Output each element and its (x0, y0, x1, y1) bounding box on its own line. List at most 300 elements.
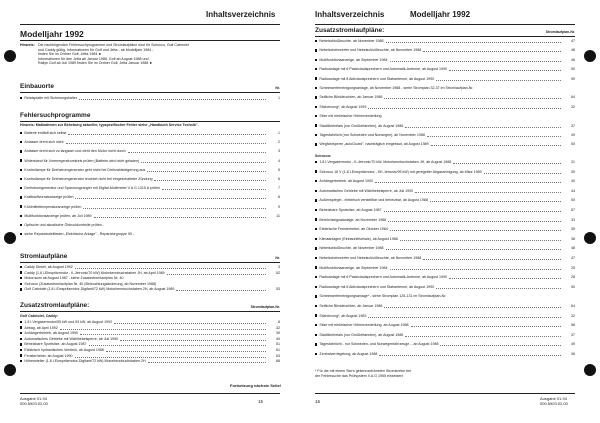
dot-leader (68, 134, 266, 135)
scirocco-subhead: Scirocco: (315, 154, 332, 158)
list-item (315, 179, 373, 184)
item-number: 50 (571, 198, 575, 203)
item-number: 37 (571, 332, 575, 337)
bullet-icon (20, 349, 22, 351)
section-fehlersuch: Fehlersuchprogramme (20, 112, 91, 119)
continuation-note: Fortsetzung nächste Seite! (230, 383, 282, 388)
item-label: Außenspiegel - elektrisch verstellbar und beheizbar, ab August 1988 (319, 198, 428, 203)
bullet-icon (315, 276, 317, 278)
page-number: 15 (258, 399, 264, 404)
dot-leader (484, 173, 561, 174)
header-rule (20, 24, 280, 25)
item-label: Sitzheizung*, ab August 1983 (319, 313, 367, 318)
list-item (315, 39, 384, 44)
bullet-icon (315, 257, 317, 259)
dot-leader (405, 336, 561, 337)
item-label: Sitze mit elektrischer Höhenverstellung (319, 114, 382, 119)
list-item (315, 342, 438, 347)
dot-leader (411, 326, 561, 327)
list-item (315, 124, 403, 129)
item-number: 39 (571, 169, 575, 174)
bullet-icon (315, 247, 317, 249)
section-rule (315, 36, 575, 37)
list-item (20, 359, 146, 364)
item-label: Automatisches Getriebe mit Wählhebelsperre, ab Juli 1990 (319, 188, 414, 193)
item-label: Kraftstoffvorratsanzeige prüfen (24, 195, 74, 200)
bullet-icon (20, 159, 22, 161)
item-number: 49 (571, 133, 575, 137)
list-item (315, 198, 428, 203)
dot-leader (384, 211, 561, 212)
dot-leader (141, 162, 266, 163)
bullet-icon (315, 209, 317, 211)
dot-leader (80, 334, 266, 335)
item-number: 64 (571, 304, 575, 308)
item-number: 33 (571, 217, 575, 222)
item-label: Scheinwerferreinigungsanlage* - siehe Stromplan 125-131 im Stromlaufplan-Nr. (319, 294, 447, 299)
item-label: Scirocco 16 V (1,8 l-Einspritzmotor - KE-Jetronic/95 kW) mit geregelter Abgasreinigung, ab März 1989 (319, 169, 482, 174)
item-number: 38 (571, 236, 575, 241)
dot-leader (390, 269, 561, 270)
bullet-icon (315, 59, 317, 61)
bullet-icon (315, 87, 317, 89)
list-item (20, 348, 104, 353)
dot-leader (66, 143, 266, 144)
item-label: Wegfahrsperre „autoGuard", nachträglich eingebaut, ab August 1989 (319, 142, 429, 147)
item-number: 48 (571, 246, 575, 251)
dot-leader (384, 98, 561, 99)
bullet-icon (315, 190, 317, 192)
hinweis-block (38, 43, 189, 66)
list-item (315, 160, 451, 165)
list-item (315, 294, 446, 299)
item-number: 35 (571, 227, 575, 232)
item-number: 11 (276, 213, 280, 218)
footer-rule (315, 393, 575, 394)
item-number: 6 (278, 177, 280, 181)
bullet-icon (315, 343, 317, 345)
dot-leader (415, 192, 561, 193)
dot-leader (453, 163, 561, 164)
text-line: der Fehlersuche das Prüfsystem V.A.G 1955 einsetzen! (315, 373, 404, 378)
bullet-icon (315, 68, 317, 70)
list-item (20, 159, 139, 164)
model-year-title: Modelljahr 1992 (20, 29, 84, 39)
list-item (315, 133, 425, 138)
bullet-icon (20, 132, 22, 134)
item-label: Elektrische Fensterheber, ab Oktober 1984 (319, 227, 388, 232)
list-item (20, 320, 112, 325)
list-item (315, 227, 388, 232)
item-label: Scirocco (Zusatzstromlaufplan Nr. 40 (Beleuchtungsänderung, ab November 1988) (24, 281, 157, 286)
item-number: 8 (278, 195, 280, 200)
item-label: Caddy (1,6 l-Einspritzmotor - K-Jetronic/70 kW) Motorkennbuchstaben JH, ab April 1989 (24, 270, 165, 275)
section-zusatz: Zusatzstromlaufpläne: (20, 302, 90, 309)
item-label: Tagesfahrlicht - nur Schweden- und Norwegenfahrzeuge -, ab August 1988 (319, 342, 439, 347)
bullet-icon (315, 161, 317, 163)
list-item (20, 96, 77, 101)
list-item (315, 246, 384, 251)
text-line: Informationen für den Jetta ab Januar 1988, Golf ab August 1988 und (38, 56, 149, 61)
list-item (315, 86, 473, 91)
item-number: 32 (276, 325, 280, 330)
item-number: 39 (276, 331, 280, 336)
list-item (20, 265, 73, 270)
footer-rule (20, 393, 280, 394)
document-code: 000.5903.02.00 (20, 401, 48, 406)
item-number: 49 (571, 342, 575, 347)
bullet-icon (20, 150, 22, 152)
item-number: 37 (571, 123, 575, 128)
item-label: Golf Cabriolet (1,8 l-Einspritzmotor-Digifant/72 kW) Motorkennbuchstaben 2H, ab August 1989 (24, 287, 175, 292)
item-label: Motorraum ab August 1987 - siehe Zusatzstromlaufplan Nr. 40 (24, 276, 124, 281)
dot-leader (375, 182, 561, 183)
list-item (20, 342, 87, 347)
bullet-icon (315, 266, 317, 268)
dot-leader (388, 221, 561, 222)
model-year-header: Modelljahr 1992 (410, 10, 471, 19)
item-number: 47 (571, 39, 575, 43)
bullet-icon (315, 334, 317, 336)
list-item (20, 131, 66, 136)
item-label: Drehstromgenerator und Spannungsregler mit Digital-Multimeter V.A.G 1315 A prüfen (24, 186, 161, 191)
item-number: 64 (571, 95, 575, 100)
bullet-icon (315, 77, 317, 79)
item-label: Kontrollampe für Drehstromgenerator geht nicht bei Drehzahlsteigerung aus (24, 167, 146, 172)
item-label: Widerstand für Vorerregerstromkreis prüfen (Batterie wird nicht geladen) (24, 158, 140, 163)
list-item (20, 195, 73, 200)
bullet-icon (315, 124, 317, 126)
item-label: Radioanlage mit 6 Passivlautsprechern und Automatik-Antenne, ab August 1990 (319, 275, 448, 280)
item-number: 48 (571, 48, 575, 53)
bullet-icon (315, 305, 317, 307)
bullet-icon (315, 324, 317, 326)
dot-leader (427, 136, 561, 137)
dot-leader (83, 208, 266, 209)
list-item (315, 333, 403, 338)
list-item (20, 337, 118, 342)
bullet-icon (315, 106, 317, 108)
bullet-icon (20, 343, 22, 345)
item-number: 59 (571, 76, 575, 81)
list-item (315, 105, 366, 110)
dot-leader (390, 61, 561, 62)
item-number: 61 (276, 348, 280, 352)
bullet-icon (315, 353, 317, 355)
list-item (20, 282, 156, 287)
list-item (315, 352, 377, 357)
bullet-icon (20, 326, 22, 328)
item-label: Anhängerbetrieb, ab August 1990 (319, 179, 373, 184)
list-item (315, 95, 382, 100)
bullet-icon (20, 141, 22, 143)
item-number: 36 (571, 352, 575, 356)
item-label: Nebelscheinwerfer und Nebelschlußleuchte, ab November 1988 (319, 48, 422, 53)
list-item (20, 287, 174, 292)
list-item (315, 256, 421, 261)
item-label: Scheinwerferreinigungsanlage, ab November 1988 - siehe Stromplan 32-37 im Stromlaufplan-Nr. (319, 86, 474, 90)
item-label: Klimaanlagen (Einbauhilfsrelais), ab August 1988 (319, 236, 398, 241)
bullet-icon (315, 314, 317, 316)
page-number: 16 (315, 399, 321, 404)
hinweis-label: Hinweis: (20, 43, 35, 47)
binder-hole (4, 364, 16, 376)
bullet-icon (20, 321, 22, 323)
list-item (20, 214, 92, 219)
list-item (315, 189, 413, 194)
item-number: 32 (571, 104, 575, 109)
item-number: 9 (278, 204, 280, 209)
dot-leader (106, 351, 266, 352)
bullet-icon (20, 338, 22, 340)
dot-leader (60, 329, 266, 330)
dot-leader (147, 171, 266, 172)
item-label: Stadtlichtrelais (nur Großbritannien), ab August 1986 (319, 332, 404, 337)
item-number: 3 (278, 149, 280, 154)
item-number: 4 (278, 158, 280, 163)
list-item (20, 223, 104, 228)
item-number: 1 (278, 131, 280, 135)
dot-leader (449, 278, 561, 279)
dot-leader (386, 42, 561, 43)
bullet-icon (315, 115, 317, 117)
bullet-icon (20, 97, 22, 99)
item-label: Sitze mit elektrischer Höhenverstellung, ab August 1988 (319, 323, 409, 328)
item-label: Elektrisch hydraulisches Verdeck, ab August 1988 (24, 348, 104, 352)
item-label: Beheizbare Sportsitze, ab August 1987 (319, 208, 382, 212)
list-item (315, 77, 434, 82)
bullet-icon (20, 215, 22, 217)
item-number: 2 (278, 140, 280, 145)
list-item (20, 168, 145, 173)
item-number: 47 (571, 256, 575, 260)
item-label: Sitzheizung*, ab August 1993 (319, 104, 367, 109)
list-item (20, 354, 73, 359)
dot-leader (75, 268, 266, 269)
binder-hole (4, 232, 16, 244)
item-label: Nebelschlußleuchte, ab November 1988 (319, 39, 384, 43)
bullet-icon (20, 354, 22, 356)
list-item (20, 276, 123, 281)
stromlaufplan-nr-label: Stromlaufplan-Nr. (250, 305, 280, 309)
dot-leader (75, 357, 266, 358)
item-number: 32 (571, 313, 575, 318)
item-number: 3 (278, 265, 280, 269)
bullet-icon (20, 233, 22, 235)
bullet-icon (315, 228, 317, 230)
item-number: 51 (276, 342, 280, 347)
bullet-icon (20, 196, 22, 198)
section-rule (20, 311, 280, 312)
dot-leader (94, 217, 266, 218)
page-header: Inhaltsverzeichnis (315, 10, 385, 19)
dot-leader (368, 108, 561, 109)
dot-leader (176, 290, 266, 291)
right-page (300, 0, 600, 423)
item-number: 40 (571, 179, 575, 184)
dot-leader (386, 249, 561, 250)
item-label: Anhängerbetrieb, ab August 1990 (24, 331, 78, 336)
dot-leader (440, 345, 561, 346)
item-label: Automatisches Getriebe mit Wählhebelsperre, ab Juli 1990 (24, 336, 119, 341)
list-item (315, 237, 398, 242)
dot-leader (120, 340, 266, 341)
bullet-icon (20, 360, 22, 362)
list-item (20, 186, 160, 191)
list-item (315, 285, 434, 290)
item-label: Anlasser dreht sich nicht (24, 140, 64, 145)
item-number: 5 (278, 167, 280, 172)
item-label: Seitliche Blinkleuchten, ab Januar 1988 (319, 95, 383, 100)
item-label: Airbag, ab April 1992 (24, 325, 58, 330)
bullet-icon (315, 143, 317, 145)
bullet-icon (315, 238, 317, 240)
section-einbauorte: Einbauorte (20, 83, 54, 90)
bullet-icon (20, 178, 22, 180)
bullet-icon (20, 283, 22, 285)
dot-leader (390, 230, 561, 231)
dot-leader (89, 345, 266, 346)
item-label: Tagesfahrlicht (nur Schweden und Norwegen), ab November 1988 (319, 133, 425, 137)
bullet-icon (20, 271, 22, 273)
dot-leader (379, 355, 561, 356)
dot-leader (162, 189, 266, 190)
binder-hole (4, 50, 16, 62)
list-item (20, 140, 64, 145)
dot-leader (75, 198, 266, 199)
bullet-icon (20, 205, 22, 207)
list-item (20, 205, 81, 210)
bullet-icon (20, 266, 22, 268)
item-number: 25 (571, 265, 575, 270)
bullet-icon (315, 49, 317, 51)
item-label: Caddy Diesel, ab August 1992 (24, 265, 73, 269)
dot-leader (154, 180, 266, 181)
item-label: Nebelschlußleuchte, ab November 1988 (319, 246, 384, 251)
nr-label: Nr. (275, 256, 280, 260)
item-label: Anlasser dreht sich zu langsam und zieht den Motor nicht durch (24, 149, 126, 154)
list-item (315, 48, 421, 53)
list-item (20, 331, 78, 336)
item-number: 52 (276, 270, 280, 275)
list-item (315, 266, 388, 271)
bullet-icon (315, 96, 317, 98)
section-rule (20, 121, 280, 122)
item-label: Bereichssignalanlage, ab November 1988 (319, 217, 387, 222)
nr-label: Nr. (275, 86, 280, 90)
item-label: Zentralverriegelung, ab August 1988 (319, 352, 378, 356)
list-item (20, 177, 152, 182)
section-stromlauf: Stromlaufpläne (20, 253, 68, 260)
text-line: finden Sie im Ordner Golf, Jetta 1984 ► (38, 52, 102, 57)
fehlersuch-hinweis: Hinweis: Maßnahmen zur Behebung aktueller, typspezifischer Fehler siehe „Handbuch Service Technik". (20, 123, 199, 127)
item-label: Kontrollampe für Drehstromgenerator leuchtet nicht bei eingeschalteter Zündung (24, 177, 153, 181)
bullet-icon (20, 169, 22, 171)
dot-leader (423, 51, 561, 52)
item-number: 44 (571, 188, 575, 193)
item-number: 50 (571, 142, 575, 147)
dot-leader (449, 70, 561, 71)
item-number: 68 (276, 359, 280, 364)
dot-leader (148, 362, 266, 363)
item-number: 57 (571, 208, 575, 212)
document-code: 000.5903.02.00 (540, 401, 568, 406)
dot-leader (114, 323, 266, 324)
dot-leader (431, 145, 561, 146)
dot-leader (167, 274, 266, 275)
header-rule (315, 24, 575, 25)
item-number: 63 (276, 353, 280, 358)
list-item (315, 58, 388, 63)
item-label: Beheizbare Sportsitze, ab August 1987 (24, 342, 87, 347)
item-label: Multifunktionsanzeige, ab September 1984 (319, 57, 388, 62)
dot-leader (128, 152, 266, 153)
bullet-icon (315, 134, 317, 136)
zusatz-subhead: Golf Cabriolet, Caddy: (20, 314, 58, 318)
text-line: und Caddy gültig. Informationen für Golf und Jetta - ab Modelljahr 1984 - (38, 47, 154, 52)
item-label: 1,8 l-Vergasermotor - K-Jetronic/70 kW, Motorkennbuchstaben JH, ab August 1988 (319, 160, 452, 164)
title-rule (20, 40, 280, 41)
item-label: Radioanlage mit 6 Aktivlautsprechern und Stabantenne, ab August 1990 (319, 284, 435, 289)
item-number: 8 (278, 320, 280, 324)
list-item (20, 232, 134, 237)
list-item (315, 275, 447, 280)
section-zusatz: Zusatzstromlaufpläne: (315, 27, 385, 34)
bullet-icon (20, 224, 22, 226)
binder-hole (584, 50, 596, 62)
footnote (315, 369, 411, 378)
list-item (315, 208, 382, 213)
list-item (315, 314, 366, 319)
item-number: 7 (278, 186, 280, 191)
dot-leader (368, 317, 561, 318)
bullet-icon (315, 286, 317, 288)
binder-hole (584, 232, 596, 244)
item-label: Multifunktionsanzeige prüfen, ab Juli 1989 (24, 213, 92, 218)
item-label: Multifunktionsanzeige, ab September 1984 (319, 265, 388, 270)
item-label: siehe Reparaturleitfaden „Elektrische Anlage" - Reparaturgruppe 90 - (24, 232, 135, 237)
bullet-icon (315, 199, 317, 201)
list-item (315, 114, 382, 119)
dot-leader (436, 80, 561, 81)
issue-date: Ausgabe 01.94 (540, 396, 567, 401)
bullet-icon (315, 40, 317, 42)
item-label: Kühlmitteltemperaturanzeige prüfen (24, 204, 82, 209)
list-item (315, 170, 482, 175)
item-label: Seitliche Blinkleuchten, ab Januar 1988 (319, 304, 383, 308)
text-line: Rallye Golf ab Juli 1989 finden Sie im Ordner Golf, Jetta Januar 1988 ► (38, 61, 153, 66)
item-number: 46 (571, 57, 575, 62)
item-label: Fensterheber, ab August 1990 (24, 353, 73, 358)
dot-leader (79, 99, 266, 100)
bullet-icon (20, 332, 22, 334)
dot-leader (384, 307, 561, 308)
item-label: Radioanlage mit 6 Passivlautsprechern und Automatik-Antenne, ab August 1990 (319, 67, 448, 72)
bullet-icon (315, 180, 317, 182)
dot-leader (423, 259, 561, 260)
page-header: Inhaltsverzeichnis (206, 10, 276, 19)
item-number: 53 (276, 287, 280, 292)
item-number: 50 (571, 284, 575, 289)
list-item (20, 149, 126, 154)
item-label: Höhensteller (1,8 l-Einspritzmotor-Digifant/72 kW) Motorkennbuchstaben 2H (24, 359, 146, 364)
item-label: 1,8 l-Vergasermotor/55 kW und 53 kW, ab August 1992 (24, 320, 113, 324)
dot-leader (430, 201, 561, 202)
bullet-icon (20, 187, 22, 189)
item-label: Relaisplatte mit Sicherungshalter (24, 96, 77, 100)
dot-leader (436, 288, 561, 289)
list-item (315, 142, 429, 147)
